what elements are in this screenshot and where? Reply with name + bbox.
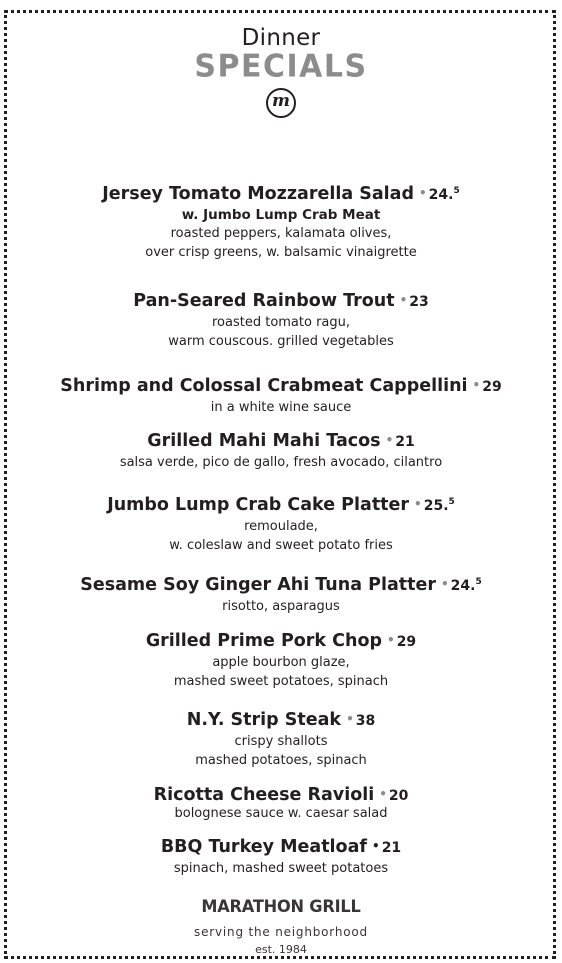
menu-item — [0, 571, 562, 616]
item-name: N.Y. Strip Steak — [186, 710, 342, 730]
item-price: 21 — [395, 434, 415, 450]
item-description: risotto, asparagus — [222, 599, 340, 614]
header-specials: SPECIALS — [194, 48, 368, 85]
item-price: 25.$^5$ — [423, 497, 455, 514]
item-price: 29 — [396, 634, 417, 650]
item-title — [0, 491, 562, 517]
item-name: Grilled Mahi Mahi Tacos — [147, 431, 381, 451]
item-description: bolognese sauce w. caesar salad — [174, 806, 388, 821]
item-description: mashed potatoes, spinach — [195, 753, 367, 768]
item-name: Sesame Soy Ginger Ahi Tuna Platter — [80, 575, 436, 595]
item-price: 24.$^5$ — [428, 186, 460, 203]
menu-item — [0, 629, 562, 691]
separator-dot: • — [379, 787, 387, 801]
item-description: salsa verde, pico de gallo, fresh avocado, cilantro — [119, 455, 443, 470]
logo-letter: m — [272, 91, 290, 111]
item-price-sup: 5 — [453, 186, 460, 196]
item-description: w. coleslaw and sweet potato fries — [169, 538, 393, 553]
item-description: remoulade, — [244, 519, 318, 534]
item-name: BBQ Turkey Meatloaf — [160, 837, 368, 857]
separator-dot: • — [372, 839, 380, 853]
item-title — [0, 429, 562, 453]
border-top — [4, 10, 556, 13]
item-title — [0, 180, 562, 206]
item-title — [0, 629, 562, 653]
item-price-sup: 5 — [448, 497, 455, 507]
menu-item — [0, 491, 562, 555]
item-price: 24.$^5$ — [450, 577, 482, 594]
item-price: 20 — [388, 788, 409, 804]
item-description: over crisp greens, w. balsamic vinaigrette — [145, 245, 417, 260]
header-dinner: Dinner — [241, 25, 321, 51]
item-title — [0, 835, 562, 859]
separator-dot: • — [399, 293, 408, 307]
item-price-sup: 5 — [475, 577, 482, 587]
item-description: roasted tomato ragu, — [211, 315, 351, 330]
menu-item — [0, 374, 562, 417]
item-title — [0, 374, 562, 398]
brand-tagline: serving the neighborhood — [194, 925, 368, 939]
menu-item — [0, 835, 562, 878]
item-name: Pan-Seared Rainbow Trout — [133, 291, 395, 311]
menu-item — [0, 708, 562, 770]
item-title — [0, 571, 562, 597]
item-description: warm couscous. grilled vegetables — [168, 334, 394, 349]
menu-footer — [0, 897, 562, 957]
brand-established: est. 1984 — [255, 943, 307, 956]
separator-dot: • — [385, 433, 394, 447]
item-title — [0, 289, 562, 313]
item-name: Grilled Prime Pork Chop — [145, 631, 383, 651]
menu-item — [0, 783, 562, 820]
item-name: Ricotta Cheese Ravioli — [153, 785, 375, 805]
item-name: Shrimp and Colossal Crabmeat Cappellini — [60, 376, 468, 396]
item-price: 38 — [355, 713, 376, 729]
menu-item — [0, 180, 562, 262]
brand-name: MARATHON GRILL — [201, 897, 361, 917]
item-description: mashed sweet potatoes, spinach — [173, 674, 389, 689]
item-title — [0, 708, 562, 732]
item-description: in a white wine sauce — [210, 400, 352, 415]
menu-item — [0, 429, 562, 472]
item-name: Jumbo Lump Crab Cake Platter — [107, 495, 410, 515]
separator-dot: • — [414, 497, 422, 511]
separator-dot: • — [472, 378, 481, 392]
item-title — [0, 783, 562, 807]
item-price: 29 — [482, 379, 502, 395]
separator-dot: • — [441, 577, 449, 591]
separator-dot: • — [387, 633, 395, 647]
menu-header — [0, 24, 562, 118]
separator-dot: • — [346, 712, 354, 726]
menu-item — [0, 289, 562, 351]
item-price: 21 — [381, 840, 402, 856]
separator-dot: • — [418, 186, 427, 200]
item-description: spinach, mashed sweet potatoes — [173, 861, 389, 876]
item-subtitle: w. Jumbo Lump Crab Meat — [181, 207, 381, 223]
item-description: apple bourbon glaze, — [212, 655, 350, 670]
item-name: Jersey Tomato Mozzarella Salad — [102, 184, 414, 204]
item-price: 23 — [409, 294, 429, 310]
item-description: crispy shallots — [234, 734, 328, 749]
logo-icon — [266, 88, 296, 118]
item-description: roasted peppers, kalamata olives, — [170, 226, 392, 241]
